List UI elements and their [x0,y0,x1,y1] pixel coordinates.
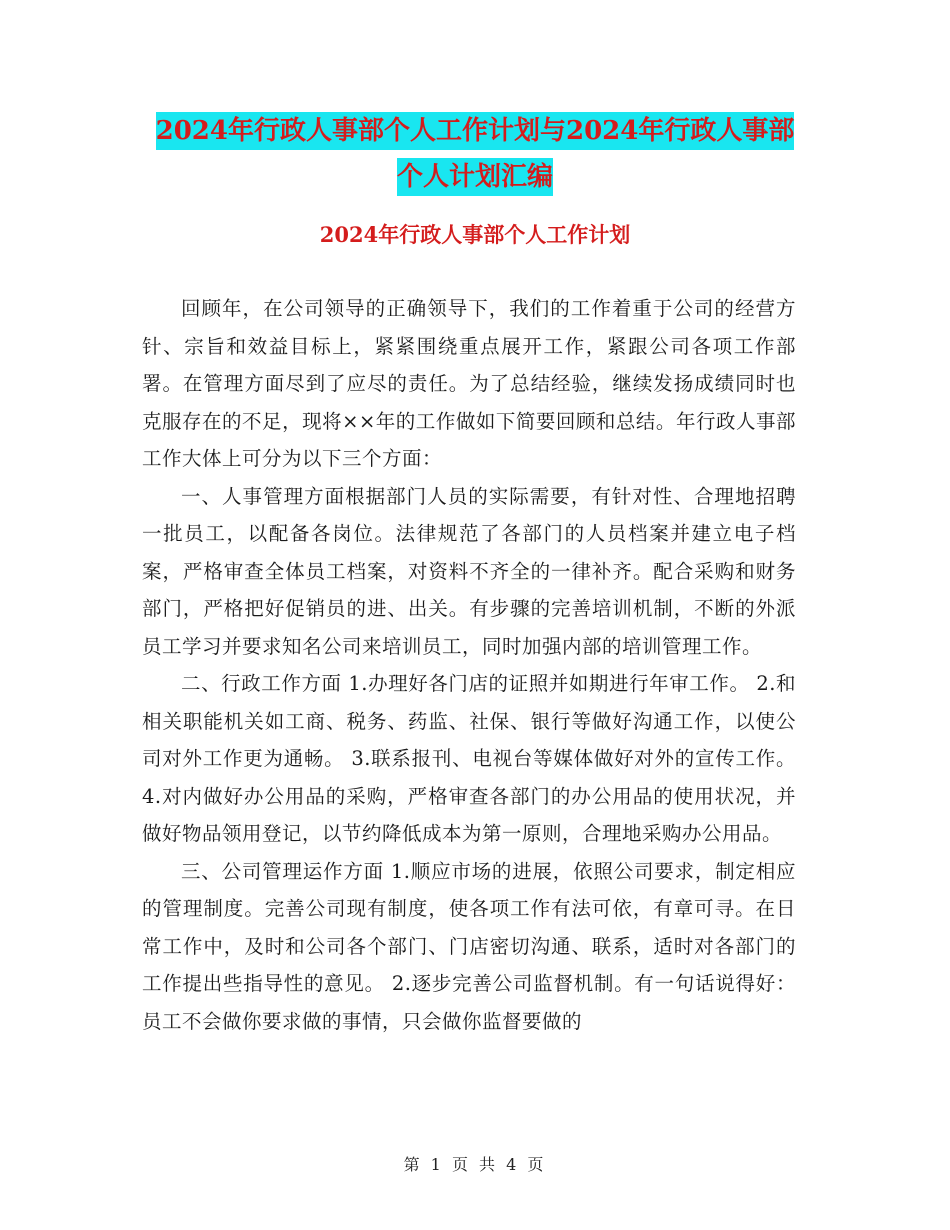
document-title [0,108,950,200]
page-number: 第 1 页 共 4 页 [403,1155,547,1174]
document-body [142,290,796,1040]
paragraph-administration: 二、行政工作方面 1.办理好各门店的证照并如期进行年审工作。 2.和相关职能机关如工商、税务、药监、社保、银行等做好沟通工作，以使公司对外工作更为通畅。 3.联系报刊、电视台等媒体做好对外的宣传工作。 4.对内做好办公用品的采购，严格审查各部门的办公用品的使用状况，并做好物品领用登记，以节约降低成本为第一原则，合理地采购办公用品。 [142,672,796,845]
paragraph-personnel: 一、人事管理方面根据部门人员的实际需要，有针对性、合理地招聘一批员工，以配备各岗位。法律规范了各部门的人员档案并建立电子档案，严格审查全体员工档案，对资料不齐全的一律补齐。配合采购和财务部门，严格把好促销员的进、出关。有步骤的完善培训机制，不断的外派员工学习并要求知名公司来培训员工，同时加强内部的培训管理工作。 [142,484,796,658]
document-title-line-1: 2024年行政人事部个人工作计划与2024年行政人事部 [156,112,795,150]
paragraph-intro: 回顾年，在公司领导的正确领导下，我们的工作着重于公司的经营方针、宗旨和效益目标上，紧紧围绕重点展开工作，紧跟公司各项工作部署。在管理方面尽到了应尽的责任。为了总结经验，继续发扬成绩同时也克服存在的不足，现将××年的工作做如下简要回顾和总结。年行政人事部工作大体上可分为以下三个方面： [142,297,796,470]
section-title: 2024年行政人事部个人工作计划 [319,222,631,247]
document-title-line-2: 个人计划汇编 [397,158,553,196]
paragraph-management: 三、公司管理运作方面 1.顺应市场的进展，依照公司要求，制定相应的管理制度。完善公司现有制度，使各项工作有法可依，有章可寻。在日常工作中，及时和公司各个部门、门店密切沟通、联系，适时对各部门的工作提出些指导性的意见。 2.逐步完善公司监督机制。有一句话说得好：员工不会做你要求做的事情，只会做你监督要做的 [142,859,796,1033]
